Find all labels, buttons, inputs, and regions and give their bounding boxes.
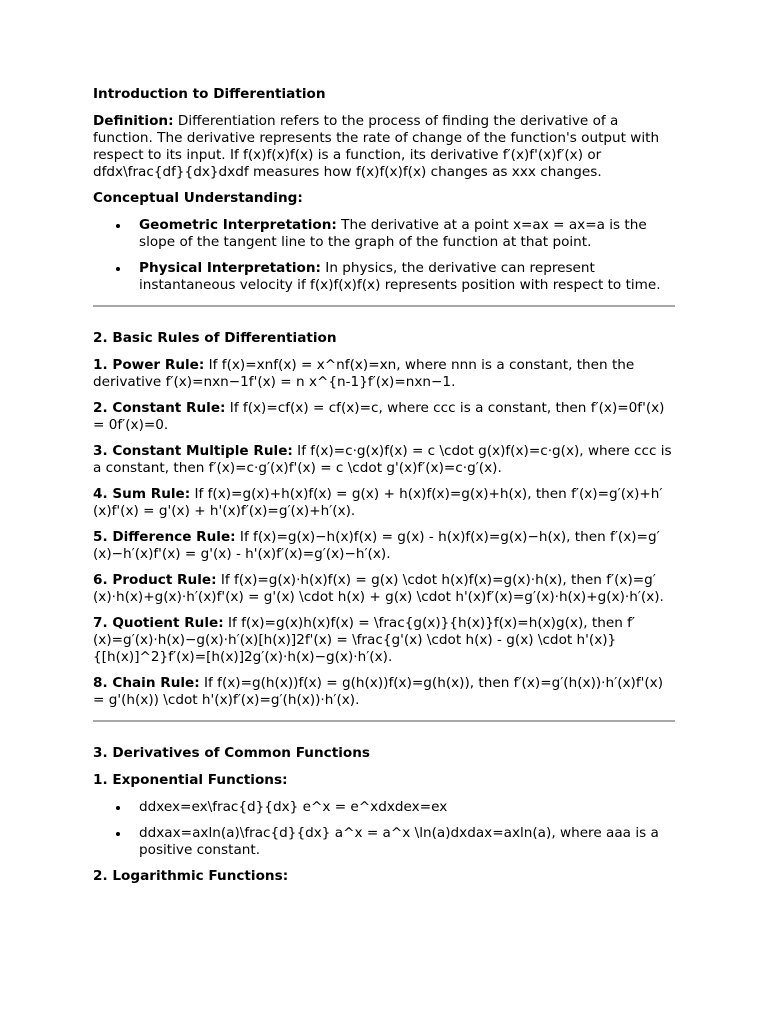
rule-label: 6. Product Rule: — [93, 572, 217, 588]
section-3-title: 3. Derivatives of Common Functions — [93, 745, 370, 761]
rule-sum — [93, 486, 675, 520]
rule-text: If f(x)=g(x)⋅h(x)f(x) = g(x) \cdot h(x)f(x)=g(x)⋅h(x), then f′(x)=g′(x)⋅h(x)+g(x)⋅h′(x)f'(x) = g'(x) \cdot h(x) + g(x) \cdot h'(x)f′(x)=g′(x)⋅h(x)+g(x)⋅h′(x). — [93, 572, 664, 605]
rule-label: 3. Constant Multiple Rule: — [93, 443, 293, 459]
conceptual-list — [93, 217, 675, 294]
rule-text: If f(x)=g(x)−h(x)f(x) = g(x) - h(x)f(x)=g(x)−h(x), then f′(x)=g′(x)−h′(x)f'(x) = g'(x) - h'(x)f′(x)=g′(x)−h′(x). — [93, 529, 660, 562]
conceptual-heading: Conceptual Understanding: — [93, 190, 303, 206]
bullet-text: ddxax=axln(a)\frac{d}{dx} a^x = a^x \ln(a)dxdax=axln(a), where aaa is a positive constant. — [139, 825, 659, 858]
bullet-label: Physical Interpretation: — [139, 260, 321, 276]
list-item-geometric — [93, 217, 675, 251]
rule-label: 4. Sum Rule: — [93, 486, 191, 502]
exponential-heading: 1. Exponential Functions: — [93, 772, 288, 788]
rule-chain — [93, 675, 675, 709]
rule-text: If f(x)=g(x)+h(x)f(x) = g(x) + h(x)f(x)=g(x)+h(x), then f′(x)=g′(x)+h′(x)f'(x) = g'(x) + h'(x)f′(x)=g′(x)+h′(x). — [93, 486, 663, 519]
definition-paragraph — [93, 113, 675, 181]
bullet-text: ddxex=ex\frac{d}{dx} e^x = e^xdxdex=ex — [139, 799, 448, 815]
rule-constant-multiple — [93, 443, 675, 477]
divider-2 — [93, 720, 675, 722]
rule-label: 5. Difference Rule: — [93, 529, 236, 545]
rule-label: 2. Constant Rule: — [93, 400, 226, 416]
bullet-label: Geometric Interpretation: — [139, 217, 337, 233]
rule-label: 8. Chain Rule: — [93, 675, 200, 691]
divider-1 — [93, 305, 675, 307]
rule-text: If f(x)=xnf(x) = x^nf(x)=xn, where nnn is a constant, then the derivative f′(x)=nxn−1f'(x) = n x^{n-1}f′(x)=nxn−1. — [93, 357, 635, 390]
rule-text: If f(x)=g(h(x))f(x) = g(h(x))f(x)=g(h(x)), then f′(x)=g′(h(x))⋅h′(x)f'(x) = g'(h(x)) \cdot h'(x)f′(x)=g′(h(x))⋅h′(x). — [93, 675, 664, 708]
bullet-text: In physics, the derivative can represent instantaneous velocity if f(x)f(x)f(x) represents position with respect to time. — [139, 260, 661, 293]
definition-text: Differentiation refers to the process of finding the derivative of a function. The derivative represents the rate of change of the function's output with respect to its input. If f(x)f(x)f(x) is a function, its derivative f′(x)f'(x)f′(x) or dfdx\frac{df}{dx}dxdf measures how f(x)f(x)f(x) changes as xxx changes. — [93, 113, 660, 180]
list-item-exp-a — [93, 825, 675, 859]
rule-difference — [93, 529, 675, 563]
rule-text: If f(x)=cf(x) = cf(x)=c, where ccc is a constant, then f′(x)=0f'(x) = 0f′(x)=0. — [93, 400, 665, 433]
list-item-physical — [93, 260, 675, 294]
rule-text: If f(x)=g(x)h(x)f(x) = \frac{g(x)}{h(x)}f(x)=h(x)g(x), then f′(x)=g′(x)⋅h(x)−g(x)⋅h′(x)[h(x)]2f'(x) = \frac{g'(x) \cdot h(x) - g(x) \cdot h'(x)}{[h(x)]^2}f′(x)=[h(x)]2g′(x)⋅h(x)−g(x)⋅h′(x). — [93, 615, 636, 665]
bullet-text: The derivative at a point x=ax = ax=a is the slope of the tangent line to the graph of the function at that point. — [139, 217, 647, 250]
exponential-list — [93, 799, 675, 859]
section-1-title: Introduction to Differentiation — [93, 86, 326, 102]
rule-label: 1. Power Rule: — [93, 357, 205, 373]
rule-power — [93, 357, 675, 391]
document-page — [93, 86, 675, 895]
rule-text: If f(x)=c⋅g(x)f(x) = c \cdot g(x)f(x)=c⋅g(x), where ccc is a constant, then f′(x)=c⋅g′(x)f'(x) = c \cdot g'(x)f′(x)=c⋅g′(x). — [93, 443, 672, 476]
rule-constant — [93, 400, 675, 434]
rule-label: 7. Quotient Rule: — [93, 615, 224, 631]
section-2-title: 2. Basic Rules of Differentiation — [93, 330, 337, 346]
list-item-exp-e — [93, 799, 675, 816]
rule-quotient — [93, 615, 675, 666]
definition-label: Definition: — [93, 113, 174, 129]
logarithmic-heading: 2. Logarithmic Functions: — [93, 868, 289, 884]
rule-product — [93, 572, 675, 606]
